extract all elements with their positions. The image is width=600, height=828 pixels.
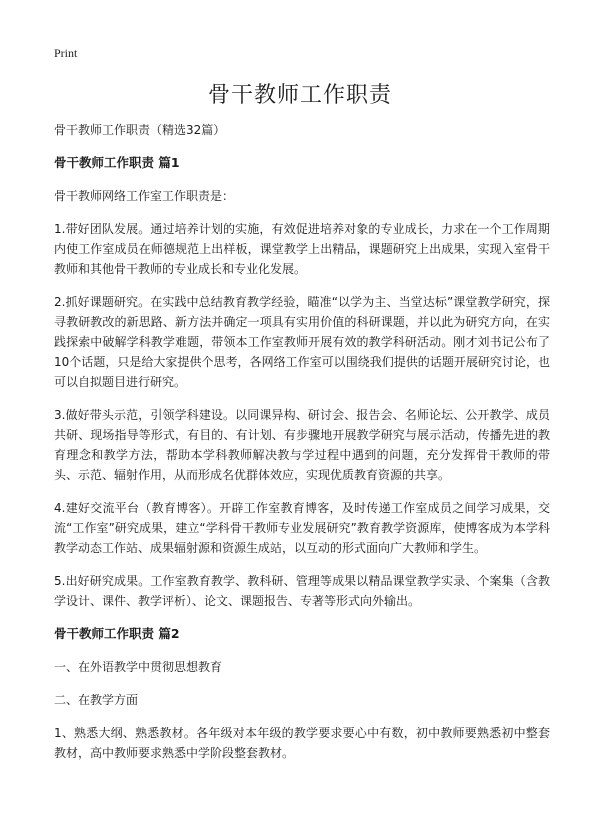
paragraph: 1、熟悉大纲、熟悉教材。各年级对本年级的教学要求要心中有数，初中教师要熟悉初中整套教材，高中教师要求熟悉中学阶段整套教材。 [54, 726, 550, 760]
paragraph: 一、在外语教学中贯彻思想教育 [54, 660, 223, 674]
paragraph: 二、在教学方面 [54, 693, 139, 707]
paragraph: 3.做好带头示范，引领学科建设。以同课异构、研讨会、报告会、名师论坛、公开教学、成员共研、现场指导等形式，有目的、有计划、有步骤地开展教学研究与展示活动，传播先进的教育理念和教学方法，帮助本学科教师解决教与学过程中遇到的问题，充分发挥骨干教师的带头、示范、辐射作用，从而形成名优群体效应，实现优质教育资源的共享。 [54, 408, 550, 482]
section-heading-1: 骨干教师工作职责 篇1 [54, 155, 180, 170]
paragraph: 4.建好交流平台（教育博客）。开辟工作室教育博客，及时传递工作室成员之间学习成果，交流“工作室”研究成果，建立“学科骨干教师专业发展研究”教育教学资源库，使博客成为本学科教学动态工作站、成果辐射源和资源生成站，以互动的形式面向广大教师和学生。 [54, 501, 550, 555]
paragraph: 2.抓好课题研究。在实践中总结教育教学经验，瞄准“以学为主、当堂达标”课堂教学研究，探寻教研教改的新思路、新方法并确定一项具有实用价值的科研课题，并以此为研究方向，在实践探索中破解学科教学难题，带领本工作室教师开展有效的教学科研活动。刚才刘书记公布了10个话题，只是给大家提供个思考，各网络工作室可以围绕我们提供的话题开展研究讨论，也可以自拟题目进行研究。 [54, 295, 550, 389]
document-subtitle: 骨干教师工作职责（精选32篇） [54, 123, 226, 137]
document-title: 骨干教师工作职责 [207, 83, 392, 108]
paragraph: 5.出好研究成果。工作室教育教学、教科研、管理等成果以精品课堂教学实录、个案集（含教学设计、课件、教学评析）、论文、课题报告、专著等形式向外输出。 [54, 574, 550, 608]
document-body [54, 120, 550, 776]
print-link[interactable]: Print [54, 46, 78, 60]
section-heading-2: 骨干教师工作职责 篇2 [54, 626, 180, 641]
paragraph: 骨干教师网络工作室工作职责是： [54, 189, 235, 203]
paragraph: 1.带好团队发展。通过培养计划的实施，有效促进培养对象的专业成长，力求在一个工作周期内使工作室成员在师德规范上出样板，课堂教学上出精品，课题研究上出成果，实现入室骨干教师和其他骨干教师的专业成长和专业化发展。 [54, 222, 550, 276]
